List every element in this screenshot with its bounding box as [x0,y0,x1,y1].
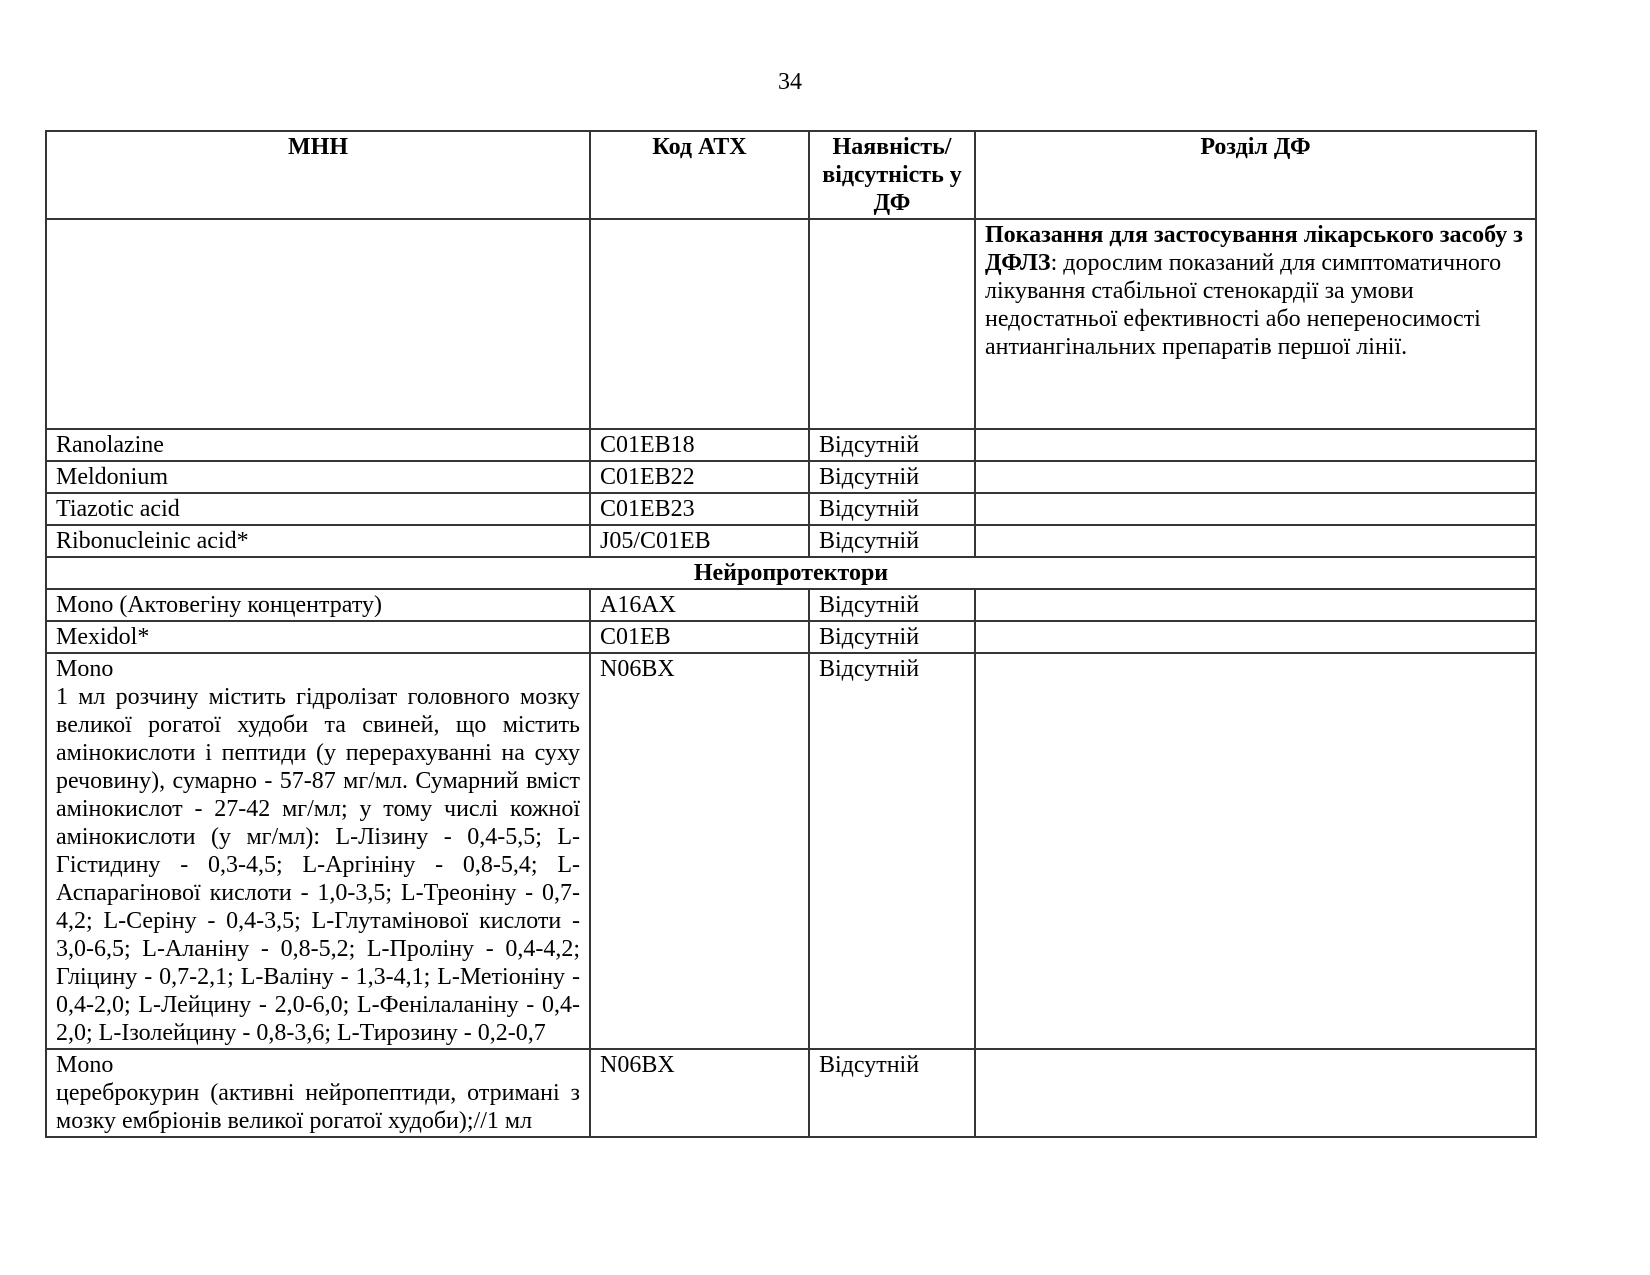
cell-df [975,429,1536,461]
mnn-description: цереброкурин (активні нейропептиди, отримані з мозку ембріонів великої рогатої худоби);//1 мл [56,1080,580,1134]
table-header-row [46,131,1536,219]
indication-bold-label: Показання для застосування лікарського засобу з ДФЛЗ [985,222,1523,276]
cell-atc-empty [590,219,809,429]
cell-df [975,1049,1536,1137]
cell-df [975,621,1536,653]
cell-presence: Відсутній [809,621,975,653]
indication-text [985,221,1526,361]
table-row-mono-hydrolysate [46,653,1536,1049]
cell-atc: C01EB22 [590,461,809,493]
cell-mnn: Mexidol* [46,621,590,653]
cell-atc: N06BX [590,1049,809,1137]
cell-df [975,653,1536,1049]
table-row-mexidol [46,621,1536,653]
indication-body: : дорослим показаний для симптоматичного лікування стабільної стенокардії за умови недостатньої ефективності або непереносимості антиангінальних препаратів першої лінії. [985,250,1502,360]
cell-atc: A16AX [590,589,809,621]
section-header-neuroprotectors: Нейропротектори [46,557,1536,589]
table-row-meldonium [46,461,1536,493]
cell-mnn: Ribonucleinic acid* [46,525,590,557]
cell-mnn: Tiazotic acid [46,493,590,525]
cell-mnn [46,1049,590,1137]
cell-mnn [46,653,590,1049]
section-header-row [46,557,1536,589]
cell-atc: N06BX [590,653,809,1049]
cell-df [975,525,1536,557]
cell-atc: C01EB23 [590,493,809,525]
table-row-actovegin [46,589,1536,621]
cell-presence-empty [809,219,975,429]
table-row-mono-cerebrocurin [46,1049,1536,1137]
cell-atc: J05/C01EB [590,525,809,557]
cell-mnn: Meldonium [46,461,590,493]
col-header-atc: Код АТХ [590,131,809,219]
cell-df [975,461,1536,493]
page-number: 34 [778,69,802,95]
cell-presence: Відсутній [809,429,975,461]
cell-presence: Відсутній [809,589,975,621]
table-row-ranolazine [46,429,1536,461]
mnn-description: 1 мл розчину містить гідролізат головного мозку великої рогатої худоби та свиней, що містить амінокислоти і пептиди (у перерахуванні на суху речовину), сумарно - 57-87 мг/мл. Сумарний вміст амінокислот - 27-42 мг/мл; у тому числі кожної амінокислоти (у мг/мл): L-Лізину - 0,4-5,5; L-Гістидину - 0,3-4,5; L-Аргініну - 0,8-5,4; L-Аспарагінової кислоти - 1,0-3,5; L-Треоніну - 0,7-4,2; L-Серіну - 0,4-3,5; L-Глутамінової кислоти - 3,0-6,5; L-Аланіну - 0,8-5,2; L-Проліну - 0,4-4,2; Гліцину - 0,7-2,1; L-Валіну - 1,3-4,1; L-Метіоніну - 0,4-2,0; L-Лейцину - 2,0-6,0; L-Фенілаланіну - 0,4-2,0; L-Ізолейцину - 0,8-3,6; L-Тирозину - 0,2-0,7 [56,684,580,1046]
cell-df [975,493,1536,525]
cell-presence: Відсутній [809,461,975,493]
cell-atc: C01EB [590,621,809,653]
cell-df [975,589,1536,621]
cell-mnn: Ranolazine [46,429,590,461]
table-row-ribonucleinic-acid [46,525,1536,557]
cell-mnn: Mono (Актовегіну концентрату) [46,589,590,621]
cell-presence: Відсутній [809,653,975,1049]
cell-presence: Відсутній [809,525,975,557]
cell-mnn-empty [46,219,590,429]
mnn-title: Mono [56,656,114,682]
cell-presence: Відсутній [809,1049,975,1137]
cell-df-indication [975,219,1536,429]
col-header-presence: Наявність/відсутність у ДФ [809,131,975,219]
cell-presence: Відсутній [809,493,975,525]
medicines-table [45,130,1537,1138]
table-row-tiazotic-acid [46,493,1536,525]
col-header-df-section: Розділ ДФ [975,131,1536,219]
cell-atc: C01EB18 [590,429,809,461]
mnn-title: Mono [56,1052,114,1078]
indication-row [46,219,1536,429]
col-header-mnn: МНН [46,131,590,219]
